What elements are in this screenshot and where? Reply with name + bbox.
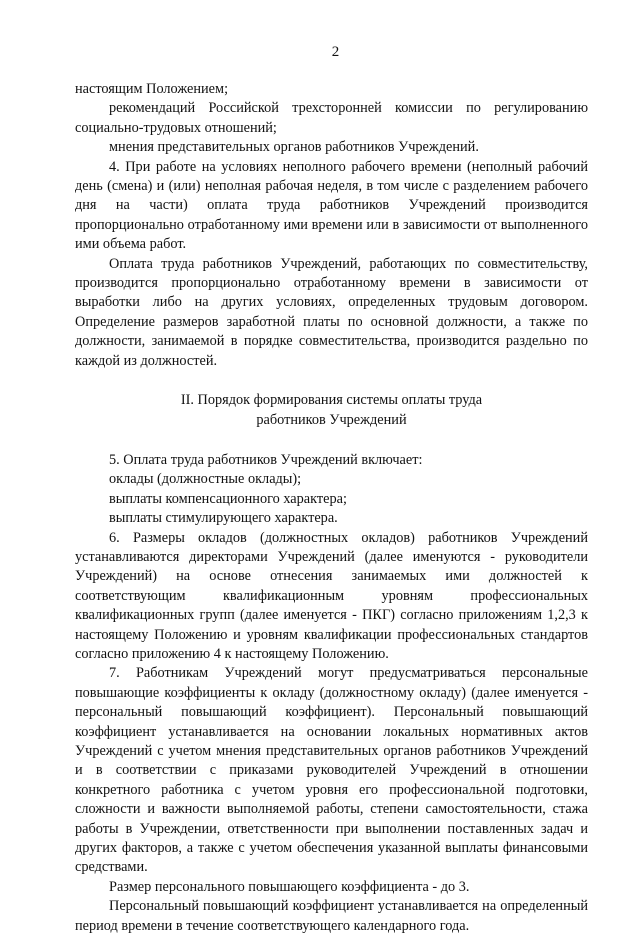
paragraph: выплаты компенсационного характера; [109,490,347,507]
section-heading-line-1: II. Порядок формирования системы оплаты труда [180,392,483,409]
paragraph: 5. Оплата труда работников Учреждений включает: [109,451,423,468]
paragraph: Персональный повышающий коэффициент устанавливается на определенный период времени в течение соответствующего календарного года. [75,898,588,934]
paragraph: рекомендаций Российской трехсторонней комиссии по регулированию социально-трудовых отношений; [75,100,588,136]
section-heading [75,391,588,430]
paragraph: 4. При работе на условиях неполного рабочего времени (неполный рабочий день (смена) и (или) неполная рабочая неделя, в том числе с разделением рабочего дня на части) оплата труда работников Учреждений производится пропорционально отработанному ими времени или в зависимости от выполненного ими объема работ. [75,158,588,253]
paragraphs-top [75,80,588,371]
paragraph: 7. Работникам Учреждений могут предусматриваться персональные повышающие коэффициенты к окладу (должностному окладу) (далее именуется - персональный повышающий коэффициент). Персональный повышающий коэффициент устанавливается на основании локальных нормативных актов Учреждений с учетом мнения представительных органов работников Учреждений и в соответствии с приказами руководителей Учреждений в отношении конкретного работника с учетом уровня его профессиональной подготовки, сложности и важности выполняемой работы, степени самостоятельности, стажа работы в Учреждении, ответственности при выполнении поставленных задач и других факторов, а также с учетом обеспечения указанной выплаты финансовыми средствами. [75,665,588,876]
paragraph: настоящим Положением; [75,81,229,97]
paragraph: Размер персонального повышающего коэффициента - до 3. [109,878,470,895]
document-body [75,80,588,936]
paragraph: оклады (должностные оклады); [109,471,302,488]
page-number: 2 [331,44,340,60]
paragraph: Оплата труда работников Учреждений, работающих по совместительству, производится пропорционально отработанному времени в зависимости от выработки либо на других условиях, определенных трудовым договором. Определение размеров заработной платы по основной должности, а также по должности, занимаемой в порядке совместительства, производится раздельно по каждой из должностей. [75,255,588,369]
section-heading-line-2: работников Учреждений [256,411,407,428]
paragraphs-bottom [75,451,588,936]
paragraph: мнения представительных органов работников Учреждений. [109,139,479,156]
paragraph: выплаты стимулирующего характера. [109,510,338,527]
paragraph: 6. Размеры окладов (должностных окладов) работников Учреждений устанавливаются директорами Учреждений (далее именуются - руководители Учреждений) на основе отнесения занимаемых ими должностей к соответствующим квалификационным уровням профессиональных квалификационных групп (далее именуется - ПКГ) согласно приложениям 1,2,3 к настоящему Положению и уровням квалификации профессиональных стандартов согласно приложению 4 к настоящему Положению. [75,529,588,662]
